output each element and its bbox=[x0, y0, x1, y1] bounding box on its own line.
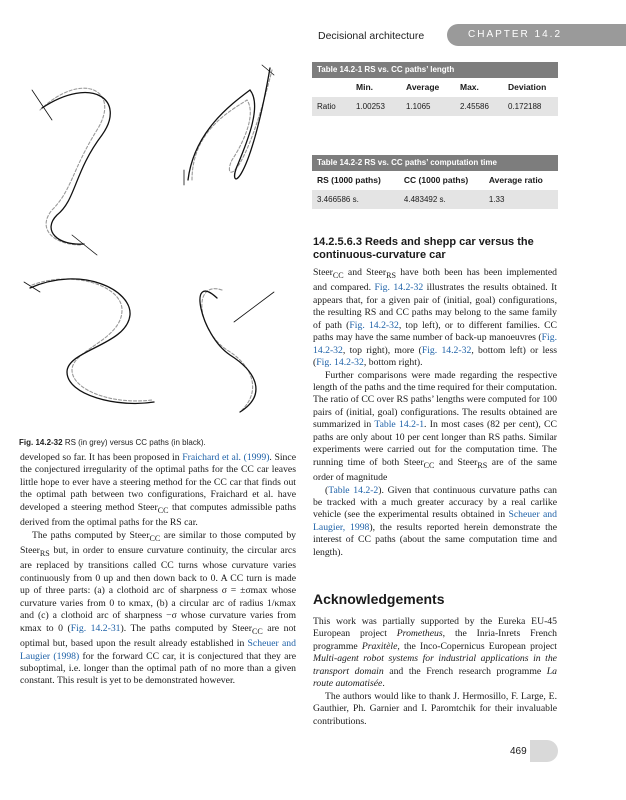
table-cell: 1.33 bbox=[488, 195, 505, 204]
table-header-cell: Average ratio bbox=[488, 175, 543, 185]
running-header-chapter: CHAPTER 14.2 bbox=[462, 24, 626, 46]
table-14-2-2 bbox=[312, 155, 558, 209]
right-text-column bbox=[313, 267, 557, 559]
running-header-section: Decisional architecture bbox=[318, 30, 425, 42]
table-header-row bbox=[312, 171, 558, 190]
page-number: 469 bbox=[510, 746, 527, 757]
table-cell: 4.483492 s. bbox=[403, 195, 446, 204]
table-row bbox=[312, 190, 558, 209]
table-cell: 3.466586 s. bbox=[317, 195, 359, 204]
figure-paths-comparison bbox=[12, 60, 302, 420]
table-caption: Table 14.2-1 RS vs. CC paths’ length bbox=[312, 62, 558, 78]
table-header-cell: Average bbox=[406, 82, 440, 92]
table-cell: 1.00253 bbox=[356, 102, 385, 111]
paragraph: The paths computed by Steer$_{CC}$ are similar to those computed by Steer$_{RS}$ but, in order to ensure curvature continuity, the circular arcs are replaced by transitions called CC turns whose curvature varies continuously from 0 up and then down back to 0. A CC turn is made up of three parts: (a) a clothoid arc of sharpness σ = ±σmax whose curvature varies from 0 to κmax, (b) a circular arc of radius 1/κmax and (c) a clothoid arc of sharpness −σ whose curvature varies from κmax to 0 (Fig. 14.2-31). The paths computed by Steer$_{CC}$ are not optimal but, based upon the result already established in Scheuer and Laugier (1998) for the forward CC car, it is conjectured that they are suboptimal, i.e. longer than the optimal path of no more than a given constant. This result is yet to be demonstrated however. bbox=[20, 529, 297, 687]
citation-link[interactable]: Table 14.2-2 bbox=[328, 484, 379, 496]
table-header-cell: CC (1000 paths) bbox=[403, 175, 469, 185]
acknowledgements-heading: Acknowledgements bbox=[313, 591, 445, 607]
left-text-column bbox=[20, 452, 296, 688]
citation-link[interactable]: Fig. 14.2-32 bbox=[316, 357, 364, 369]
citation-link[interactable]: Fraichard et al. (1999) bbox=[182, 452, 270, 463]
acknowledgements-text bbox=[313, 616, 557, 728]
table-header-cell: Min. bbox=[356, 82, 373, 92]
paragraph: (Table 14.2-2). Given that continuous curvature paths can be tracked with a much greater accuracy by a real carlike vehicle (see the experimental results obtained in Scheuer and Laugier, 1998), the results reported herein demonstrate the interest of CC paths (about the same computation time and length). bbox=[313, 484, 558, 558]
section-heading: 14.2.5.6.3 Reeds and shepp car versus the continuous-curvature car bbox=[313, 236, 534, 261]
path-panel-top-left bbox=[32, 88, 110, 255]
path-panel-top-right bbox=[184, 65, 274, 185]
path-panel-bottom-right bbox=[200, 289, 274, 412]
citation-link[interactable]: Fig. 14.2-32 bbox=[421, 344, 472, 356]
paragraph: developed so far. It has been proposed in Fraichard et al. (1999). Since the conjectured irregularity of the optimal paths for the CC car leaves little hope to ever have a steering method for the CC car that finds out the optimal path between two configurations, Fraichard et al. have developed a steering method Steer$_{CC}$ that computes admissible paths derived from the optimal paths for the RS car. bbox=[20, 452, 296, 529]
paragraph: The authors would like to thank J. Hermosillo, F. Large, E. Gauthier, Ph. Garnier and I. Paromtchik for their invaluable contributions. bbox=[313, 690, 557, 727]
citation-link[interactable]: Fig. 14.2-32 bbox=[349, 319, 399, 331]
table-header-cell bbox=[312, 78, 356, 97]
table-cell: 1.1065 bbox=[406, 102, 431, 111]
table-row bbox=[312, 97, 558, 116]
citation-link[interactable]: Fig. 14.2-31 bbox=[70, 622, 121, 634]
table-cell: 0.172188 bbox=[508, 102, 542, 111]
citation-link[interactable]: Table 14.2-1 bbox=[374, 419, 425, 431]
table-header-cell: Deviation bbox=[508, 82, 547, 92]
paragraph: This work was partially supported by the Eureka EU-45 European project Prometheus, the Inria-Inrets French programme Praxitèle, the Inco-Copernicus European project Multi-agent robot systems for industrial applications in the transport domain and the French research programme La route automatisée. bbox=[313, 616, 557, 690]
path-panel-bottom-left bbox=[24, 279, 154, 404]
table-caption: Table 14.2-2 RS vs. CC paths’ computation time bbox=[312, 155, 558, 171]
table-cell: 2.45586 bbox=[460, 102, 489, 111]
page-number-tab-decoration bbox=[530, 740, 558, 762]
figure-caption: Fig. 14.2-32 RS (in grey) versus CC paths (in black). bbox=[19, 438, 206, 447]
citation-link[interactable]: Scheuer and Laugier (1998) bbox=[20, 638, 296, 662]
table-header-row bbox=[312, 78, 558, 97]
table-header-cell: Max. bbox=[460, 82, 479, 92]
citation-link[interactable]: Fig. 14.2-32 bbox=[374, 282, 424, 294]
table-14-2-1 bbox=[312, 62, 558, 116]
citation-link[interactable]: Fig. 14.2-32 bbox=[313, 332, 557, 356]
paragraph: Steer$_{CC}$ and Steer$_{RS}$ have both been has been implemented and compared. Fig. 14.2-32 illustrates the results obtained. It appears that, for a given pair of (initial, goal) configurations, the resulting RS and CC paths may belong to the same family of path (Fig. 14.2-32, top left), or to different families. CC paths may have the same number of back-up manoeuvres (Fig. 14.2-32, top right), more (Fig. 14.2-32, bottom left) or less (Fig. 14.2-32, bottom right). bbox=[313, 267, 558, 369]
table-header-cell: RS (1000 paths) bbox=[317, 175, 381, 185]
table-cell: Ratio bbox=[317, 102, 336, 111]
paragraph: Further comparisons were made regarding the respective length of the paths and the time required for their computation. The ratio of CC over RS paths’ lengths were computed for 100 pairs of (initial, goal) configurations. The results obtained are summarized in Table 14.2-1. In most cases (82 per cent), CC paths are only about 10 per cent longer than RS paths. Similar experiments were carried out for the computation time. The running time of both Steer$_{CC}$ and Steer$_{RS}$ are of the same order of magnitude bbox=[313, 369, 557, 484]
citation-link[interactable]: Scheuer and Laugier, 1998 bbox=[313, 509, 557, 533]
